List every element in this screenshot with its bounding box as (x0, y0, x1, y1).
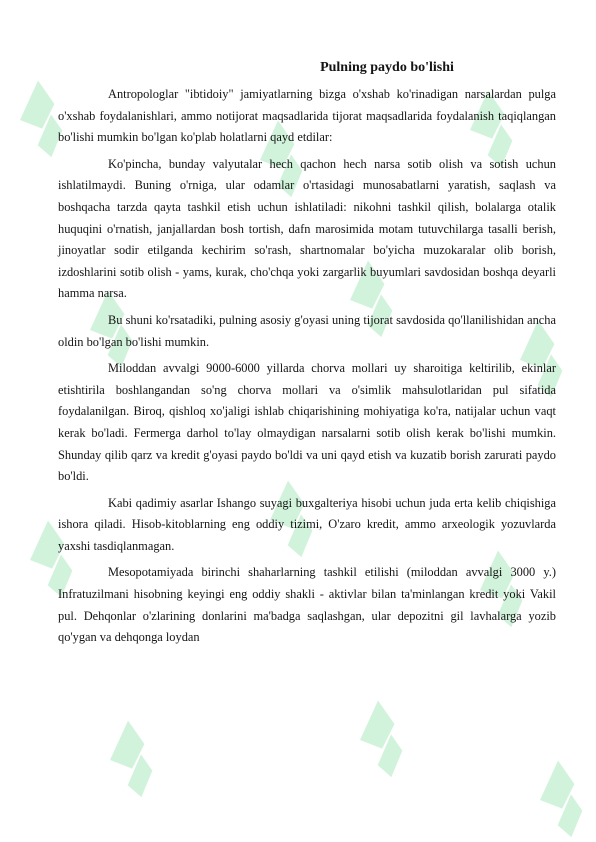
watermark-mark (97, 721, 168, 800)
watermark-mark (347, 701, 418, 780)
paragraph-2: Ko'pincha, bunday valyutalar hech qachon hech narsa sotib olish va sotish uchun ishlatilmaydi. Buning o'rniga, ular odamlar o'rtasidagi munosabatlarni yaratish, saqlash va boshqacha tarzda qayta tashkil etish uchun ishlatiladi: nikohni tashkil qilish, bolalarga otalik huquqini o'rnatish, janjallardan bosh tortish, dafn marosimida motam tutuvchilarga tasalli berish, jinoyatlar sodir etilganda kechirim so'rash, shartnomalar bo'yicha muzokaralar olib borish, izdoshlarini sotib olish - yams, kurak, cho'chqa yoki zargarlik buyumlari savdosidan boshqa deyarli hamma narsa. (58, 156, 556, 301)
paragraph-5: Kabi qadimiy asarlar Ishango suyagi buxgalteriya hisobi uchun juda erta kelib chiqishiga ishora qiladi. Hisob-kitoblarning eng oddiy tizimi, O'zaro kredit, ammo arxeologik yozuvlarda yaxshi tasdiqlanmagan. (58, 495, 556, 553)
paragraph-6: Mesopotamiyada birinchi shaharlarning tashkil etilishi (miloddan avvalgi 3000 y.) Infratuzilmani hisobning keyingi eng oddiy shakli - aktivlar bilan ta'minlangan kredit yoki Vakil pul. Dehqonlar o'zlarining donlarini ma'badga saqlashgan, ular depozitni gil lavhalarga yozib qo'ygan va dehqonga loydan (58, 565, 556, 645)
paragraph-4: Miloddan avvalgi 9000-6000 yillarda chorva mollari uy sharoitiga keltirilib, ekinlar etishtirila boshlangandan so'ng chorva mollari va o'simlik mahsulotlaridan pul sifatida foydalanilgan. Biroq, qishloq xo'jaligi ishlab chiqarishining mohiyatiga ko'ra, natijalar uchun vaqt kerak bo'ladi. Fermerga darhol to'lay olmaydigan narsalarni sotib olish kerak bo'lishi mumkin. Shunday qilib qarz va kredit g'oyasi paydo bo'ldi va uni qayd etish va kuzatib borish zarurati paydo bo'ldi. (58, 361, 556, 484)
watermark-mark (527, 761, 596, 840)
paragraph-3: Bu shuni ko'rsatadiki, pulning asosiy g'oyasi uning tijorat savdosida qo'llanilishidan ancha oldin bo'lgan bo'lishi mumkin. (58, 312, 556, 349)
document-title (58, 58, 556, 78)
paragraph-1: Antropologlar "ibtidoiy" jamiyatlarning bizga o'xshab ko'rinadigan narsalardan pulga o'xshab foydalanishlari, ammo notijorat maqsadlarida tijorat maqsadlarida foydalanish taqiqlangan bo'lishi mumkin bo'lgan ko'plab holatlarni qayd etdilar: (58, 87, 556, 145)
document-page (58, 58, 556, 654)
document-title-text: Pulning paydo bo'lishi (320, 60, 454, 75)
